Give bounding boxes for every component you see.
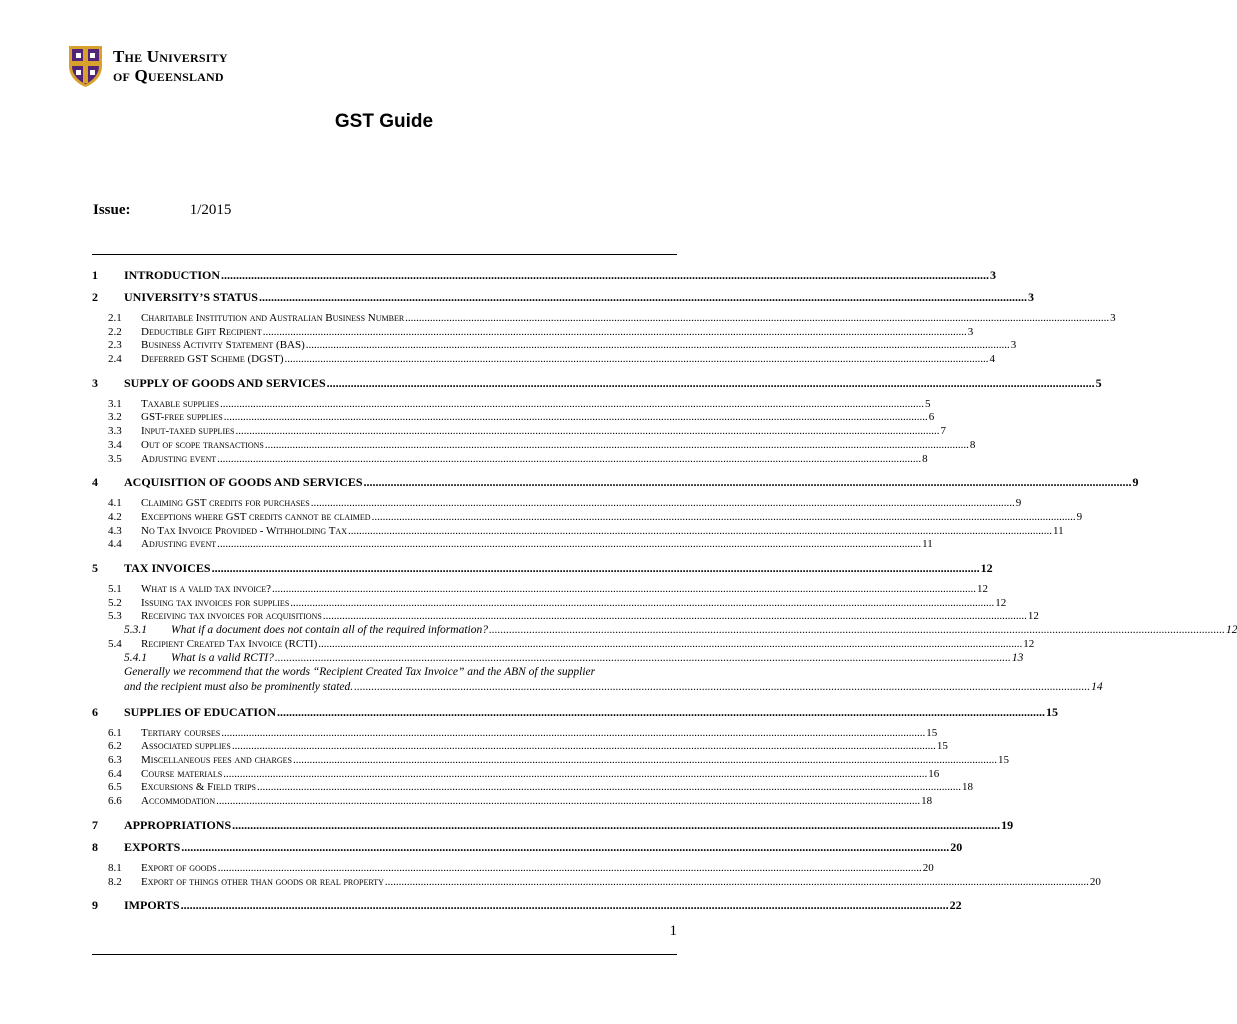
toc-entry-label: Excursions & Field trips: [141, 781, 256, 794]
toc-entry-page: 3: [1110, 312, 1116, 324]
toc-entry-label: Accommodation: [141, 795, 216, 808]
toc-entry-number: 8: [92, 839, 98, 854]
toc-entry-page: 12: [1023, 638, 1035, 650]
toc-entry-5-4-1[interactable]: [92, 651, 1024, 666]
toc-entry-4-3[interactable]: [92, 524, 1064, 539]
university-name-line2: of Queensland: [113, 66, 224, 85]
toc-entry-6[interactable]: [92, 704, 1059, 719]
toc-entry-page: 20: [1089, 875, 1101, 888]
toc-entry-number: 6.5: [108, 781, 122, 794]
toc-entry-number: 6.1: [108, 726, 122, 739]
toc-entry-number: 3.4: [108, 438, 122, 451]
toc-leader-dots: [272, 583, 976, 595]
toc-leader-dots: [263, 326, 967, 338]
toc-entry-label: No Tax Invoice Provided - Withholding Tax: [141, 524, 347, 537]
toc-entry-number: 2.4: [108, 353, 122, 366]
toc-entry-label: What is a valid tax invoice?: [141, 582, 271, 595]
toc-entry-label: Course materials: [141, 767, 223, 780]
toc-leader-dots: [348, 525, 1052, 537]
toc-entry-page: 20: [950, 839, 963, 854]
toc-entry-5[interactable]: [92, 560, 993, 575]
toc-entry-page: 13: [1011, 651, 1024, 664]
toc-leader-dots: [181, 898, 949, 913]
toc-entry-number: 4.1: [108, 497, 122, 510]
toc-entry-number: 5: [92, 560, 98, 575]
toc-leader-dots: [364, 475, 1132, 490]
toc-entry-page: 18: [921, 795, 933, 808]
toc-entry-number: 6: [92, 704, 98, 719]
toc-leader-dots: [323, 610, 1027, 622]
toc-leader-dots: [212, 561, 980, 576]
toc-entry-label: SUPPLIES OF EDUCATION: [124, 704, 277, 719]
toc-entry-5-1[interactable]: [92, 582, 988, 597]
toc-leader-dots: [223, 768, 927, 780]
toc-entry-label: Adjusting event: [141, 538, 217, 551]
toc-entry-page: 3: [990, 268, 997, 282]
toc-entry-3-5[interactable]: [92, 452, 928, 467]
toc-entry-number: 4: [92, 475, 98, 490]
toc-entry-label: Recipient Created Tax Invoice (RCTI): [141, 638, 318, 650]
toc-entry-continued[interactable]: [92, 665, 1103, 696]
toc-leader-dots: [217, 538, 921, 550]
toc-entry-page: 6: [928, 411, 935, 424]
toc-leader-dots: [318, 638, 1022, 650]
toc-entry-label: Deductible Gift Recipient: [141, 325, 262, 338]
toc-entry-label: Input-taxed supplies: [141, 425, 235, 438]
toc-entry-label: Receiving tax invoices for acquisitions: [141, 610, 322, 623]
toc-entry-label: What if a document does not contain all of the required information?: [171, 624, 488, 636]
toc-leader-dots: [235, 425, 939, 437]
toc-entry-6-1[interactable]: [92, 726, 938, 741]
toc-leader-dots: [217, 453, 921, 465]
toc-leader-dots: [259, 290, 1027, 305]
toc-entry-4-1[interactable]: [92, 497, 1022, 511]
toc-entry-number: 5.2: [108, 596, 122, 609]
toc-leader-dots: [354, 681, 1090, 693]
table-of-contents: [92, 262, 1237, 920]
toc-entry-label: EXPORTS: [124, 839, 181, 854]
toc-entry-page: 20: [922, 861, 934, 874]
toc-entry-number: 8.2: [108, 875, 122, 888]
university-name-line1: The University: [113, 47, 228, 66]
toc-entry-number: 6.3: [108, 754, 122, 767]
toc-entry-page: 16: [928, 767, 940, 780]
university-logo: [67, 44, 228, 88]
toc-leader-dots: [218, 862, 922, 874]
toc-entry-label: SUPPLY OF GOODS AND SERVICES: [124, 375, 326, 390]
toc-entry-3[interactable]: [92, 375, 1102, 390]
toc-entry-label: GST-free supplies: [141, 411, 223, 424]
toc-entry-number: 5.3.1: [124, 624, 147, 636]
toc-leader-dots: [221, 268, 989, 283]
toc-leader-dots: [232, 740, 936, 752]
toc-entry-page: 3: [1010, 339, 1017, 352]
toc-entry-page: 3: [1027, 290, 1034, 304]
toc-entry-page: 11: [1052, 524, 1064, 537]
toc-entry-number: 5.4.1: [124, 651, 147, 664]
toc-entry-label: Miscellaneous fees and charges: [141, 754, 292, 767]
toc-leader-dots: [224, 411, 928, 423]
toc-leader-dots: [232, 818, 1000, 833]
toc-leader-dots: [285, 353, 989, 365]
toc-entry-number: 9: [92, 898, 98, 913]
toc-leader-dots: [181, 840, 949, 855]
toc-entry-page: 3: [967, 325, 974, 338]
toc-leader-dots: [385, 876, 1089, 888]
toc-entry-number: 3.1: [108, 397, 122, 410]
issue-line: [93, 202, 231, 219]
toc-leader-dots: [290, 597, 994, 609]
toc-entry-number: 6.2: [108, 740, 122, 753]
toc-entry-label: Associated supplies: [141, 740, 231, 753]
toc-entry-label: Issuing tax invoices for supplies: [141, 596, 290, 609]
toc-leader-dots: [221, 727, 925, 739]
toc-entry-label: TAX INVOICES: [124, 560, 211, 575]
toc-entry-page: 5: [924, 397, 931, 410]
toc-entry-2-4[interactable]: [92, 353, 996, 367]
toc-entry-8-2[interactable]: [92, 875, 1101, 890]
toc-entry-label: Export of goods: [141, 861, 217, 874]
toc-entry-label: APPROPRIATIONS: [124, 817, 232, 832]
toc-entry-number: 1: [92, 268, 98, 282]
toc-entry-4-4[interactable]: [92, 538, 933, 552]
toc-entry-page: 4: [989, 353, 996, 366]
toc-entry-label: Exceptions where GST credits cannot be claimed: [141, 510, 371, 523]
toc-entry-5-3-1[interactable]: [92, 624, 1237, 638]
toc-entry-number: 5.1: [108, 582, 122, 595]
toc-entry-label: Taxable supplies: [141, 397, 219, 410]
toc-entry-label: Export of things other than goods or real property: [141, 875, 384, 888]
toc-entry-number: 3.3: [108, 425, 122, 438]
toc-entry-label-line1: Generally we recommend that the words “Recipient Created Tax Invoice” and the ABN of the supplier: [124, 665, 596, 678]
toc-entry-page: 12: [980, 560, 993, 575]
toc-leader-dots: [306, 339, 1010, 351]
toc-entry-page: 15: [926, 726, 938, 739]
toc-leader-dots: [265, 439, 969, 451]
toc-entry-label: IMPORTS: [124, 898, 180, 913]
toc-leader-dots: [405, 312, 1109, 324]
toc-leader-dots: [372, 511, 1076, 523]
toc-entry-number: 3: [92, 375, 98, 390]
toc-entry-page: 15: [1046, 704, 1059, 719]
toc-entry-3-2[interactable]: [92, 411, 935, 425]
toc-entry-number: 2.1: [108, 312, 122, 324]
toc-entry-6-2[interactable]: [92, 740, 948, 754]
issue-value: 1/2015: [189, 202, 232, 218]
toc-entry-number: 6.6: [108, 795, 122, 808]
toc-entry-number: 2.3: [108, 339, 122, 352]
toc-entry-number: 2: [92, 290, 98, 304]
toc-entry-page: 12: [977, 582, 988, 595]
toc-leader-dots: [293, 754, 997, 766]
toc-leader-dots: [216, 795, 920, 807]
page-title: GST Guide: [334, 111, 434, 132]
toc-entry-page: 5: [1095, 375, 1102, 390]
toc-entry-2[interactable]: [92, 290, 1034, 304]
toc-entry-number: 5.4: [108, 638, 122, 650]
toc-entry-label: Deferred GST Scheme (DGST): [141, 353, 284, 366]
toc-entry-3-4[interactable]: [92, 438, 976, 453]
toc-entry-page: 18: [962, 781, 973, 794]
toc-leader-dots: [277, 705, 1045, 720]
toc-entry-label: Claiming GST credits for purchases: [141, 497, 310, 510]
toc-entry-2-1[interactable]: [92, 312, 1116, 326]
toc-entry-4[interactable]: [92, 475, 1139, 490]
toc-entry-4-2[interactable]: [92, 510, 1083, 525]
toc-entry-number: 4.4: [108, 538, 122, 551]
toc-entry-number: 3.2: [108, 411, 122, 424]
toc-entry-2-3[interactable]: [92, 339, 1017, 353]
toc-entry-page: 15: [997, 754, 1009, 767]
toc-entry-number: 4.3: [108, 524, 122, 537]
toc-entry-page: 11: [922, 538, 933, 551]
toc-entry-3-3[interactable]: [92, 425, 946, 439]
page-number: 1: [669, 923, 677, 939]
toc-entry-page: 9: [1132, 475, 1139, 490]
toc-entry-5-3[interactable]: [92, 610, 1039, 624]
toc-entry-6-5[interactable]: [92, 781, 973, 795]
toc-leader-dots: [275, 652, 1011, 664]
top-divider: [92, 254, 677, 255]
toc-entry-9[interactable]: [92, 898, 962, 913]
toc-entry-2-2[interactable]: [92, 325, 974, 340]
toc-entry-label: Adjusting event: [141, 452, 217, 465]
toc-entry-line2: [124, 680, 1103, 696]
toc-entry-number: 3.5: [108, 452, 122, 465]
toc-entry-label: What is a valid RCTI?: [171, 651, 274, 664]
toc-entry-number: 8.1: [108, 861, 122, 874]
toc-entry-page: 12: [1225, 624, 1237, 636]
university-crest-icon: [67, 44, 104, 88]
toc-leader-dots: [489, 624, 1225, 636]
toc-entry-page: 9: [1076, 510, 1083, 523]
toc-entry-8-1[interactable]: [92, 861, 934, 876]
toc-entry-label: Business Activity Statement (BAS): [141, 339, 305, 352]
toc-entry-number: 5.3: [108, 610, 122, 623]
toc-leader-dots: [257, 781, 961, 793]
toc-entry-page: 9: [1015, 497, 1022, 510]
toc-entry-page: 22: [949, 898, 962, 913]
university-name: [113, 47, 228, 85]
issue-label: Issue:: [93, 202, 131, 218]
toc-entry-3-1[interactable]: [92, 397, 931, 412]
toc-entry-5-4[interactable]: [92, 638, 1035, 652]
toc-entry-page: 12: [995, 596, 1007, 609]
footer-divider: [92, 954, 677, 955]
toc-entry-label: Charitable Institution and Australian Business Number: [141, 312, 405, 324]
toc-entry-page: 19: [1001, 817, 1014, 832]
toc-entry-7[interactable]: [92, 817, 1014, 832]
toc-entry-6-3[interactable]: [92, 754, 1009, 768]
toc-entry-1[interactable]: [92, 268, 997, 282]
toc-entry-number: 7: [92, 817, 98, 832]
toc-entry-label: Out of scope transactions: [141, 438, 264, 451]
toc-entry-label-line2: and the recipient must also be prominently stated.: [124, 680, 354, 693]
toc-entry-page: 12: [1027, 610, 1039, 623]
toc-entry-page: 15: [936, 740, 948, 753]
toc-entry-page: 8: [922, 452, 928, 465]
toc-entry-label: INTRODUCTION: [124, 268, 221, 282]
toc-entry-number: 4.2: [108, 510, 122, 523]
toc-entry-page: 7: [940, 425, 946, 438]
toc-entry-label: ACQUISITION OF GOODS AND SERVICES: [124, 475, 363, 490]
toc-entry-6-6[interactable]: [92, 795, 933, 809]
toc-entry-8[interactable]: [92, 839, 963, 854]
toc-entry-6-4[interactable]: [92, 767, 940, 782]
toc-leader-dots: [311, 497, 1015, 509]
toc-entry-page: 14: [1091, 680, 1103, 693]
toc-entry-label: UNIVERSITY’S STATUS: [124, 290, 258, 304]
toc-entry-number: 2.2: [108, 325, 122, 338]
toc-entry-label: Tertiary courses: [141, 726, 221, 739]
toc-leader-dots: [220, 398, 924, 410]
toc-entry-5-2[interactable]: [92, 596, 1007, 611]
toc-leader-dots: [327, 376, 1095, 391]
toc-entry-number: 6.4: [108, 767, 122, 780]
toc-entry-page: 8: [969, 438, 976, 451]
